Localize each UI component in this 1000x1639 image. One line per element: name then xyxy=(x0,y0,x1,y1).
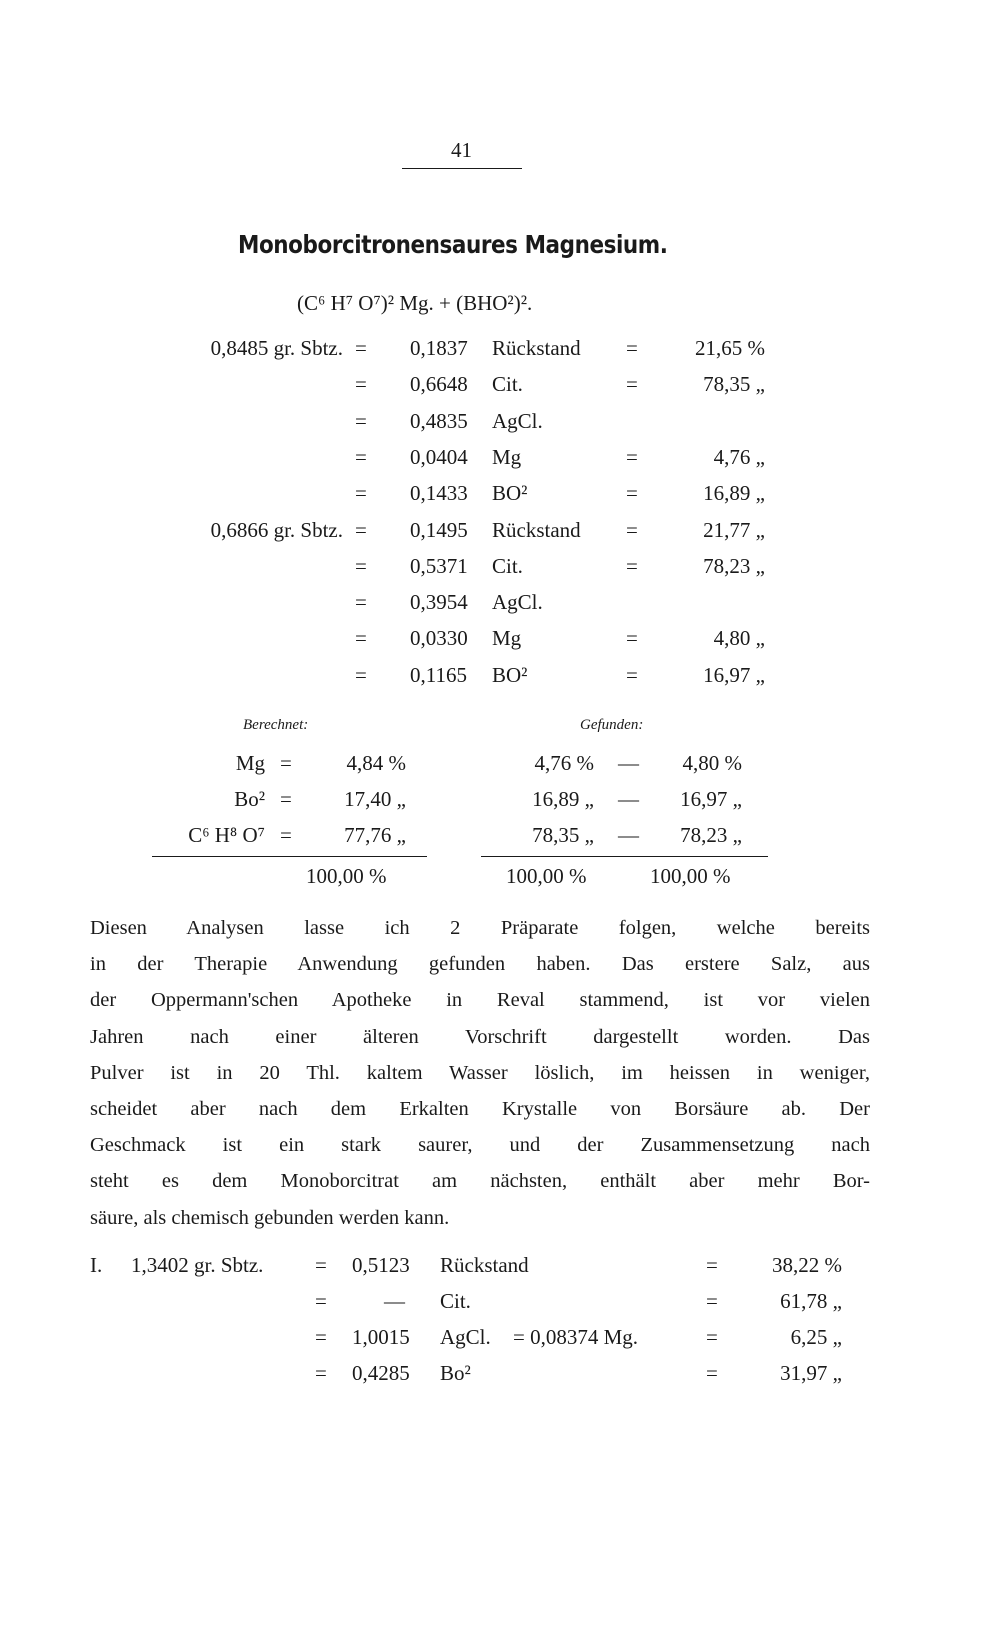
percent-result: 78,23 „ xyxy=(703,554,765,578)
measured-label: Rückstand xyxy=(440,1253,529,1277)
component-name: C⁶ H⁸ O⁷ xyxy=(188,823,265,847)
equals-sign: = xyxy=(626,518,638,542)
percent-result: 21,65 % xyxy=(695,336,765,360)
measured-label: AgCl. xyxy=(492,590,543,614)
chemical-formula: (C⁶ H⁷ O⁷)² Mg. + (BHO²)². xyxy=(297,291,533,315)
paragraph-line: scheidet aber nach dem Erkalten Krystalle von Borsäure ab. Der xyxy=(90,1098,870,1121)
equals-sign: = xyxy=(355,336,367,360)
page-number: 41 xyxy=(451,138,472,162)
measured-label: BO² xyxy=(492,481,528,505)
measured-label: BO² xyxy=(492,663,528,687)
equals-sign: = xyxy=(626,481,638,505)
percent-result: 31,97 „ xyxy=(780,1361,842,1385)
measured-value: — xyxy=(384,1289,405,1313)
equals-sign: = xyxy=(626,336,638,360)
equals-sign: = xyxy=(355,590,367,614)
equals-sign: = xyxy=(355,626,367,650)
equals-sign: = xyxy=(355,518,367,542)
equals-sign: = xyxy=(626,626,638,650)
total-found-1: 100,00 % xyxy=(506,864,587,888)
paragraph-line: der Oppermann'schen Apotheke in Reval stammend, ist vor vielen xyxy=(90,989,870,1012)
dash: — xyxy=(618,787,639,811)
percent-result: 78,35 „ xyxy=(703,372,765,396)
measured-label: Mg xyxy=(492,626,522,650)
measured-value: 0,1433 xyxy=(410,481,468,505)
measured-label: AgCl. xyxy=(440,1325,491,1349)
percent-result: 16,89 „ xyxy=(703,481,765,505)
found-value-1: 78,35 „ xyxy=(532,823,594,847)
equals-sign: = xyxy=(626,663,638,687)
component-name: Bo² xyxy=(234,787,265,811)
page-title: Monoborcitronensaures Magnesium. xyxy=(238,230,668,259)
measured-value: 0,5123 xyxy=(352,1253,410,1277)
found-header: Gefunden: xyxy=(580,717,644,733)
equals-sign: = xyxy=(315,1289,327,1313)
equals-sign: = xyxy=(626,554,638,578)
paragraph-line: Diesen Analysen lasse ich 2 Präparate folgen, welche bereits xyxy=(90,917,870,939)
analysis-3-sample: 1,3402 gr. Sbtz. xyxy=(131,1253,264,1277)
paragraph-line: steht es dem Monoborcitrat am nächsten, enthält aber mehr Bor- xyxy=(90,1170,870,1193)
calculated-value: 77,76 „ xyxy=(344,823,406,847)
measured-value: 0,1495 xyxy=(410,518,468,542)
paragraph-line: Jahren nach einer älteren Vorschrift dargestellt worden. Das xyxy=(90,1025,870,1048)
equals-sign: = xyxy=(626,445,638,469)
measured-value: 0,4285 xyxy=(352,1361,410,1385)
equals-sign: = xyxy=(355,554,367,578)
measured-value: 0,5371 xyxy=(410,554,468,578)
found-sum-rule xyxy=(481,856,768,857)
equals-sign: = xyxy=(315,1253,327,1277)
equals-sign: = xyxy=(706,1361,718,1385)
analysis-3-index: I. xyxy=(90,1253,103,1277)
measured-value: 0,3954 xyxy=(410,590,468,614)
dash: — xyxy=(618,823,639,847)
percent-result: 4,76 „ xyxy=(713,445,765,469)
total-calculated: 100,00 % xyxy=(306,864,387,888)
calculated-value: 4,84 % xyxy=(346,751,406,775)
equals-sign: = xyxy=(706,1325,718,1349)
equals-sign: = xyxy=(626,372,638,396)
equals-sign: = xyxy=(315,1325,327,1349)
percent-result: 61,78 „ xyxy=(780,1289,842,1313)
equals-sign: = xyxy=(706,1253,718,1277)
measured-value: 1,0015 xyxy=(352,1325,410,1349)
percent-result: 16,97 „ xyxy=(703,663,765,687)
sample-weight: 0,8485 gr. Sbtz. xyxy=(210,336,343,360)
measured-label: Rückstand xyxy=(492,518,581,542)
calculated-value: 17,40 „ xyxy=(344,787,406,811)
measured-value: 0,6648 xyxy=(410,372,468,396)
paragraph-line: säure, als chemisch gebunden werden kann. xyxy=(90,1206,450,1229)
measured-label: Cit. xyxy=(440,1289,471,1313)
equals-sign: = xyxy=(355,445,367,469)
found-value-1: 16,89 „ xyxy=(532,787,594,811)
found-value-2: 78,23 „ xyxy=(680,823,742,847)
measured-value: 0,4835 xyxy=(410,409,468,433)
equals-sign: = xyxy=(280,787,292,811)
measured-value: 0,0404 xyxy=(410,445,468,469)
percent-result: 38,22 % xyxy=(772,1253,842,1277)
percent-result: 4,80 „ xyxy=(713,626,765,650)
measured-label: Mg xyxy=(492,445,522,469)
page-number-rule xyxy=(402,168,522,169)
sample-weight: 0,6866 gr. Sbtz. xyxy=(210,518,343,542)
measured-label: AgCl. xyxy=(492,409,543,433)
measured-label: Cit. xyxy=(492,554,523,578)
body-paragraph xyxy=(90,910,870,1236)
component-name: Mg xyxy=(235,751,265,775)
found-value-2: 16,97 „ xyxy=(680,787,742,811)
equals-sign: = xyxy=(280,751,292,775)
percent-result: 6,25 „ xyxy=(790,1325,842,1349)
calculated-header: Berechnet: xyxy=(243,717,309,733)
equals-sign: = xyxy=(355,481,367,505)
measured-value: 0,0330 xyxy=(410,626,468,650)
measured-value: 0,1837 xyxy=(410,336,468,360)
paragraph-line: Geschmack ist ein stark saurer, und der Zusammensetzung nach xyxy=(90,1134,870,1157)
measured-label: Cit. xyxy=(492,372,523,396)
measured-value: 0,1165 xyxy=(410,663,467,687)
equals-sign: = xyxy=(355,663,367,687)
found-value-1: 4,76 % xyxy=(534,751,594,775)
measured-label: Rückstand xyxy=(492,336,581,360)
measured-label: Bo² xyxy=(440,1361,471,1385)
equals-sign: = xyxy=(280,823,292,847)
equals-sign: = xyxy=(706,1289,718,1313)
found-value-2: 4,80 % xyxy=(682,751,742,775)
calc-sum-rule xyxy=(152,856,427,857)
percent-result: 21,77 „ xyxy=(703,518,765,542)
equals-sign: = xyxy=(355,409,367,433)
paragraph-line: in der Therapie Anwendung gefunden haben. Das erstere Salz, aus xyxy=(90,953,870,976)
dash: — xyxy=(618,751,639,775)
converted-value: = 0,08374 Mg. xyxy=(513,1325,639,1349)
total-found-2: 100,00 % xyxy=(650,864,731,888)
paragraph-line: Pulver ist in 20 Thl. kaltem Wasser löslich, im heissen in weniger, xyxy=(90,1061,870,1084)
equals-sign: = xyxy=(355,372,367,396)
equals-sign: = xyxy=(315,1361,327,1385)
